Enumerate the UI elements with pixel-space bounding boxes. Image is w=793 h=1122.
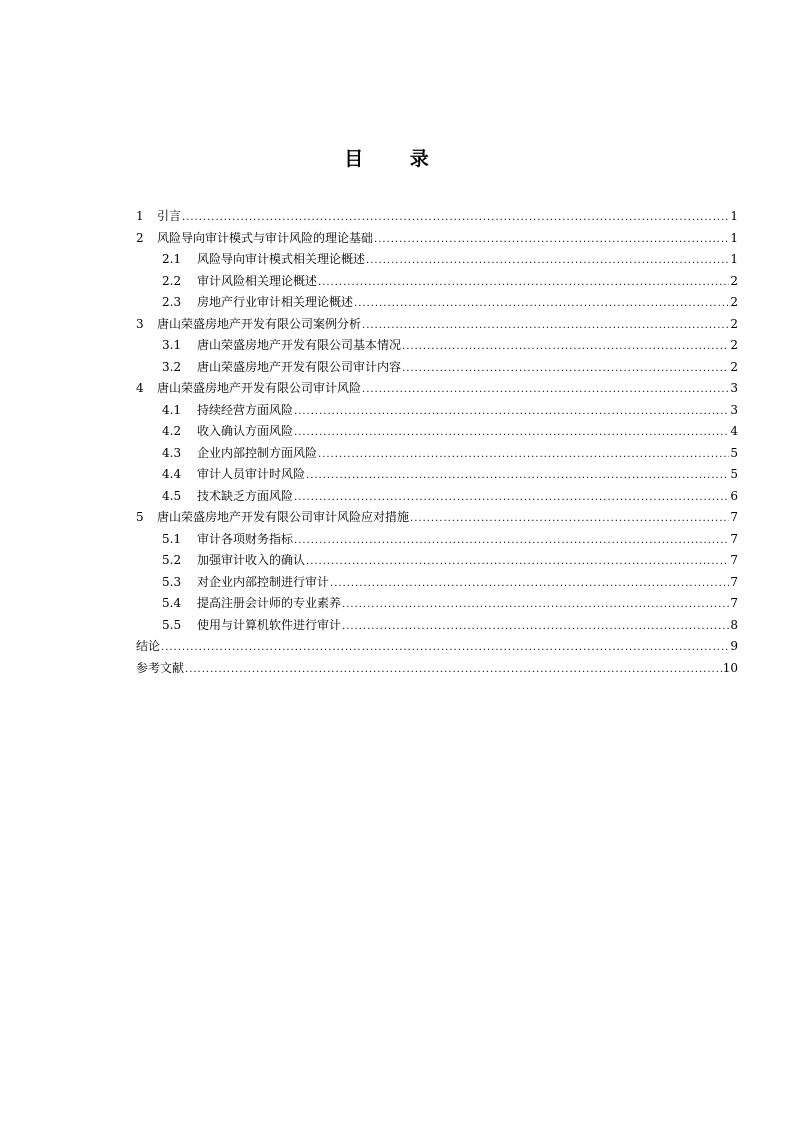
toc-entry-label: 审计人员审计时风险 xyxy=(197,467,306,481)
toc-leader-dots xyxy=(294,401,729,423)
toc-leader-dots xyxy=(362,315,729,337)
toc-entry[interactable] xyxy=(136,593,738,615)
toc-entry-label: 对企业内部控制进行审计 xyxy=(197,574,330,589)
toc-entry-text xyxy=(162,593,341,615)
toc-entry-page: 7 xyxy=(730,510,738,524)
toc-entry-page: 10 xyxy=(722,660,738,675)
toc-leader-dots xyxy=(306,465,729,487)
toc-entry-label: 审计风险相关理论概述 xyxy=(197,273,318,288)
toc-leader-dots xyxy=(362,379,729,401)
toc-entry-number: 2.2 xyxy=(162,273,182,288)
toc-leader-dots xyxy=(182,207,729,229)
toc-entry[interactable] xyxy=(136,572,738,594)
toc-entry-number: 3.1 xyxy=(162,338,182,352)
toc-entry-number: 5.3 xyxy=(162,574,182,589)
toc-leader-dots xyxy=(354,293,729,315)
toc-leader-dots xyxy=(410,508,729,530)
toc-entry-label: 加强审计收入的确认 xyxy=(197,553,306,567)
toc-entry-text xyxy=(162,271,317,293)
toc-entry-number: 5.2 xyxy=(162,553,182,567)
toc-entry-label: 收入确认方面风险 xyxy=(197,424,294,438)
toc-entry-label: 使用与计算机软件进行审计 xyxy=(197,617,342,632)
toc-leader-dots xyxy=(330,573,729,595)
toc-leader-dots xyxy=(294,487,729,509)
toc-entry-page: 7 xyxy=(730,531,738,546)
toc-entry[interactable] xyxy=(136,550,738,572)
toc-entry-number: 2 xyxy=(136,230,144,245)
toc-leader-dots xyxy=(374,229,729,251)
toc-entry-page: 4 xyxy=(730,424,738,438)
toc-entry-page: 6 xyxy=(730,488,738,503)
toc-entry-page: 2 xyxy=(730,359,738,374)
toc-entry-number: 1 xyxy=(136,209,144,223)
toc-entry-label: 风险导向审计模式与审计风险的理论基础 xyxy=(157,230,374,245)
toc-entry-page: 3 xyxy=(730,381,738,395)
toc-entry-label: 唐山荣盛房地产开发有限公司基本情况 xyxy=(197,338,402,352)
toc-entry-text xyxy=(136,206,181,228)
toc-leader-dots xyxy=(161,637,729,659)
toc-entry-label: 参考文献 xyxy=(136,660,185,675)
toc-entry-text xyxy=(162,443,317,465)
toc-entry-number: 3 xyxy=(136,316,144,331)
toc-leader-dots xyxy=(318,444,729,466)
toc-entry-text xyxy=(162,572,329,594)
toc-entry-number: 5 xyxy=(136,510,144,524)
toc-entry-page: 1 xyxy=(730,230,738,245)
toc-entry-text xyxy=(162,486,293,508)
toc-entry[interactable] xyxy=(136,421,738,443)
toc-entry-number: 4 xyxy=(136,381,144,395)
toc-entry-conclusion[interactable] xyxy=(136,636,738,658)
toc-entry-text xyxy=(162,464,305,486)
toc-entry-number: 2.3 xyxy=(162,295,182,309)
toc-entry-text xyxy=(136,314,361,336)
toc-entry-label: 提高注册会计师的专业素养 xyxy=(197,596,342,610)
toc-entry-label: 企业内部控制方面风险 xyxy=(197,445,318,460)
toc-entry-number: 3.2 xyxy=(162,359,182,374)
toc-entry[interactable] xyxy=(136,271,738,293)
toc-entry-text xyxy=(162,249,365,271)
toc-entry-page: 5 xyxy=(730,467,738,481)
toc-entry-number: 4.2 xyxy=(162,424,182,438)
toc-entry[interactable] xyxy=(136,292,738,314)
toc-entry-number: 4.5 xyxy=(162,488,182,503)
toc-list xyxy=(136,206,738,679)
toc-entry[interactable] xyxy=(136,314,738,336)
toc-entry-text xyxy=(136,507,409,529)
toc-entry-page: 2 xyxy=(730,295,738,309)
toc-entry-page: 9 xyxy=(730,639,738,653)
toc-entry-label: 唐山荣盛房地产开发有限公司审计内容 xyxy=(197,359,402,374)
toc-entry-number: 5.5 xyxy=(162,617,182,632)
toc-entry-page: 3 xyxy=(730,402,738,417)
toc-entry-text xyxy=(162,550,305,572)
toc-entry-label: 唐山荣盛房地产开发有限公司审计风险应对措施 xyxy=(157,510,410,524)
toc-entry-text xyxy=(136,636,160,658)
toc-entry-label: 持续经营方面风险 xyxy=(197,402,294,417)
toc-entry-number: 5.4 xyxy=(162,596,182,610)
toc-leader-dots xyxy=(402,336,729,358)
toc-entry-text xyxy=(136,658,184,680)
toc-entry-page: 7 xyxy=(730,574,738,589)
toc-entry[interactable] xyxy=(136,335,738,357)
toc-entry-number: 4.1 xyxy=(162,402,182,417)
toc-entry[interactable] xyxy=(136,378,738,400)
toc-entry[interactable] xyxy=(136,486,738,508)
toc-entry-text xyxy=(136,378,361,400)
toc-entry-number: 4.4 xyxy=(162,467,182,481)
toc-leader-dots xyxy=(342,616,729,638)
toc-entry-page: 7 xyxy=(730,596,738,610)
toc-entry-page: 1 xyxy=(730,252,738,266)
toc-entry-number: 2.1 xyxy=(162,252,182,266)
toc-leader-dots xyxy=(402,358,729,380)
toc-entry[interactable] xyxy=(136,228,738,250)
toc-entry-text xyxy=(162,615,341,637)
toc-entry-page: 2 xyxy=(730,338,738,352)
toc-entry-label: 审计各项财务指标 xyxy=(197,531,294,546)
toc-leader-dots xyxy=(342,594,729,616)
toc-entry-page: 5 xyxy=(730,445,738,460)
toc-entry-text xyxy=(162,400,293,422)
toc-entry-label: 技术缺乏方面风险 xyxy=(197,488,294,503)
toc-entry[interactable] xyxy=(136,615,738,637)
toc-entry-page: 8 xyxy=(730,617,738,632)
toc-entry-label: 结论 xyxy=(136,639,161,653)
toc-entry-page: 1 xyxy=(730,209,738,223)
toc-leader-dots xyxy=(318,272,729,294)
toc-entry-page: 7 xyxy=(730,553,738,567)
toc-leader-dots xyxy=(294,422,729,444)
toc-title: 目 录 xyxy=(344,148,449,170)
toc-entry-text xyxy=(162,335,401,357)
toc-entry-text xyxy=(162,529,293,551)
toc-entry-label: 唐山荣盛房地产开发有限公司审计风险 xyxy=(157,381,362,395)
toc-entry[interactable] xyxy=(136,206,738,228)
toc-entry[interactable] xyxy=(136,357,738,379)
toc-entry-label: 房地产行业审计相关理论概述 xyxy=(197,295,354,309)
toc-entry-label: 唐山荣盛房地产开发有限公司案例分析 xyxy=(157,316,362,331)
toc-entry-text xyxy=(136,228,373,250)
toc-entry[interactable] xyxy=(136,507,738,529)
toc-entry-text xyxy=(162,292,353,314)
toc-entry[interactable] xyxy=(136,464,738,486)
toc-entry-label: 风险导向审计模式相关理论概述 xyxy=(197,252,366,266)
toc-entry[interactable] xyxy=(136,443,738,465)
toc-leader-dots xyxy=(294,530,729,552)
toc-leader-dots xyxy=(366,250,729,272)
toc-entry[interactable] xyxy=(136,249,738,271)
toc-entry-page: 2 xyxy=(730,316,738,331)
toc-entry[interactable] xyxy=(136,400,738,422)
toc-entry-label: 引言 xyxy=(157,209,182,223)
toc-leader-dots xyxy=(185,659,722,681)
toc-entry-text xyxy=(162,357,401,379)
toc-leader-dots xyxy=(306,551,729,573)
toc-entry-references[interactable] xyxy=(136,658,738,680)
toc-entry[interactable] xyxy=(136,529,738,551)
toc-entry-page: 2 xyxy=(730,273,738,288)
toc-entry-number: 5.1 xyxy=(162,531,182,546)
toc-entry-number: 4.3 xyxy=(162,445,182,460)
toc-entry-text xyxy=(162,421,293,443)
